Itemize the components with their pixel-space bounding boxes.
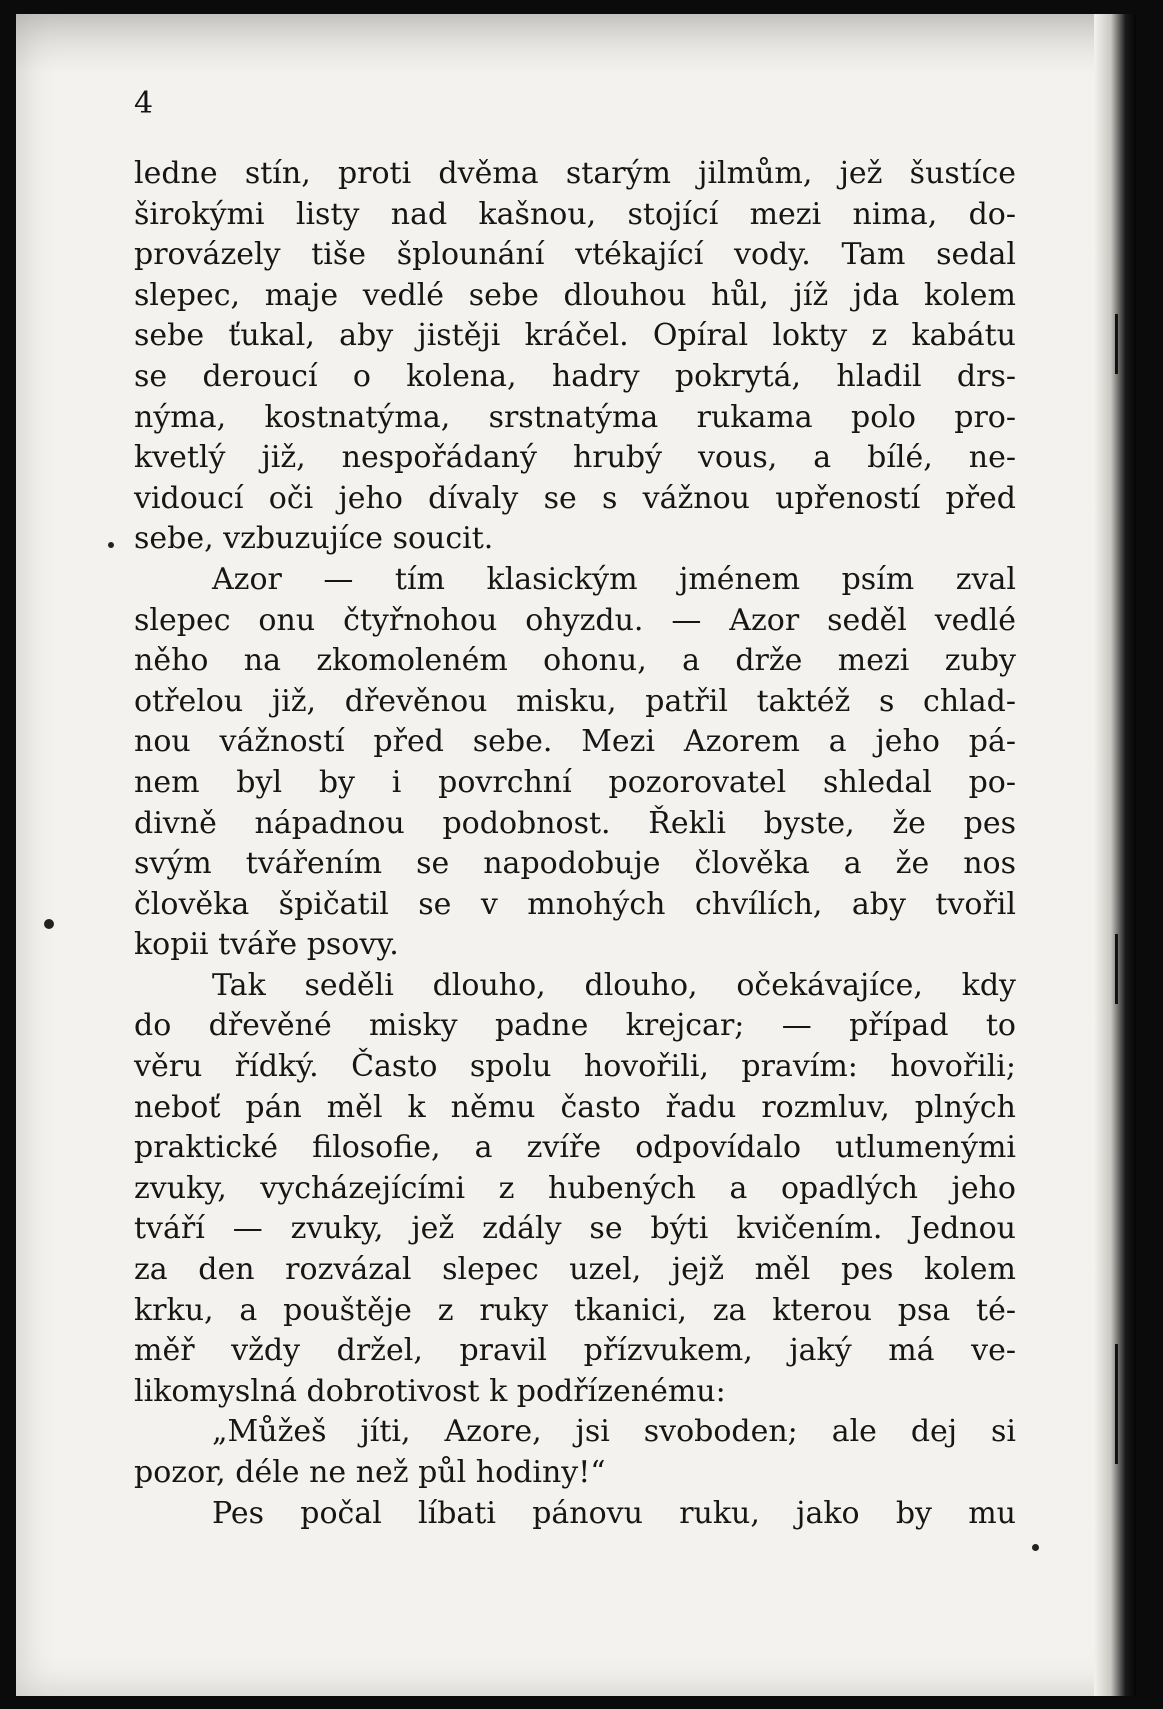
- text-line: Azor — tím klasickým jménem psím zval: [212, 561, 1016, 597]
- text-line: slepec onu čtyřnohou ohyzdu. — Azor seděl vedlé: [134, 602, 1016, 638]
- text-line: nou vážností před sebe. Mezi Azorem a jeho pá-: [134, 724, 1016, 760]
- body-text: [134, 154, 1016, 1534]
- edge-mark: [1115, 934, 1118, 1004]
- page-number: 4: [134, 86, 154, 121]
- text-line: měř vždy držel, pravil přízvukem, jaký má ve-: [134, 1333, 1016, 1369]
- text-line: pozor, déle ne než půl hodiny!“: [134, 1455, 606, 1490]
- text-line: svým tvářením se napodobuje člověka a že nos: [134, 846, 1016, 882]
- text-line: vidoucí oči jeho dívaly se s vážnou upřeností před: [134, 480, 1016, 516]
- text-line: Tak seděli dlouho, dlouho, očekávajíce, kdy: [212, 967, 1016, 1003]
- text-line: divně nápadnou podobnost. Řekli byste, že pes: [134, 805, 1016, 841]
- text-line: do dřevěné misky padne krejcar; — případ to: [134, 1008, 1016, 1044]
- print-speck: [108, 542, 114, 548]
- text-line: člověka špičatil se v mnohých chvílích, aby tvořil: [134, 886, 1016, 922]
- text-line: něho na zkomoleném ohonu, a drže mezi zuby: [134, 643, 1016, 679]
- text-line: praktické filosofie, a zvíře odpovídalo utlumenými: [134, 1130, 1016, 1166]
- edge-mark: [1115, 314, 1118, 374]
- text-line: sebe, vzbuzujíce soucit.: [134, 521, 494, 557]
- text-line: otřelou již, dřevěnou misku, patřil taktéž s chlad-: [134, 683, 1016, 719]
- text-line: sebe ťukal, aby jistěji kráčel. Opíral lokty z kabátu: [134, 318, 1016, 354]
- text-line: „Můžeš jíti, Azore, jsi svoboden; ale dej si: [212, 1414, 1016, 1450]
- print-speck: [44, 919, 54, 929]
- text-line: ledne stín, proti dvěma starým jilmům, jež šustíce: [134, 156, 1016, 191]
- text-line: neboť pán měl k němu často řadu rozmluv, plných: [134, 1089, 1016, 1125]
- text-line: Pes počal líbati pánovu ruku, jako by mu: [212, 1495, 1016, 1531]
- text-line: kopii tváře psovy.: [134, 927, 399, 963]
- text-line: za den rozvázal slepec uzel, jejž měl pes kolem: [134, 1252, 1016, 1288]
- text-line: věru řídký. Často spolu hovořili, pravím: hovořili;: [134, 1049, 1016, 1085]
- text-line: širokými listy nad kašnou, stojící mezi nima, do-: [134, 196, 1016, 232]
- book-page: [16, 14, 1136, 1696]
- text-line: kvetlý již, nespořádaný hrubý vous, a bílé, ne-: [134, 440, 1016, 476]
- text-line: likomyslná dobrotivost k podřízenému:: [134, 1373, 726, 1409]
- text-line: slepec, maje vedlé sebe dlouhou hůl, jíž jda kolem: [134, 277, 1016, 313]
- edge-mark: [1115, 1344, 1118, 1464]
- text-line: se deroucí o kolena, hadry pokrytá, hladil drs-: [134, 358, 1016, 394]
- text-line: zvuky, vycházejícími z hubených a opadlých jeho: [134, 1170, 1016, 1206]
- print-speck: [1032, 1544, 1039, 1551]
- text-line: tváří — zvuky, jež zdály se býti kvičením. Jednou: [134, 1211, 1016, 1247]
- text-line: nem byl by i povrchní pozorovatel shledal po-: [134, 764, 1016, 800]
- text-line: provázely tiše šplounání vtékající vody. Tam sedal: [134, 237, 1016, 273]
- text-line: krku, a pouštěje z ruky tkanici, za kterou psa té-: [134, 1292, 1016, 1328]
- text-line: nýma, kostnatýma, srstnatýma rukama polo pro-: [134, 399, 1016, 435]
